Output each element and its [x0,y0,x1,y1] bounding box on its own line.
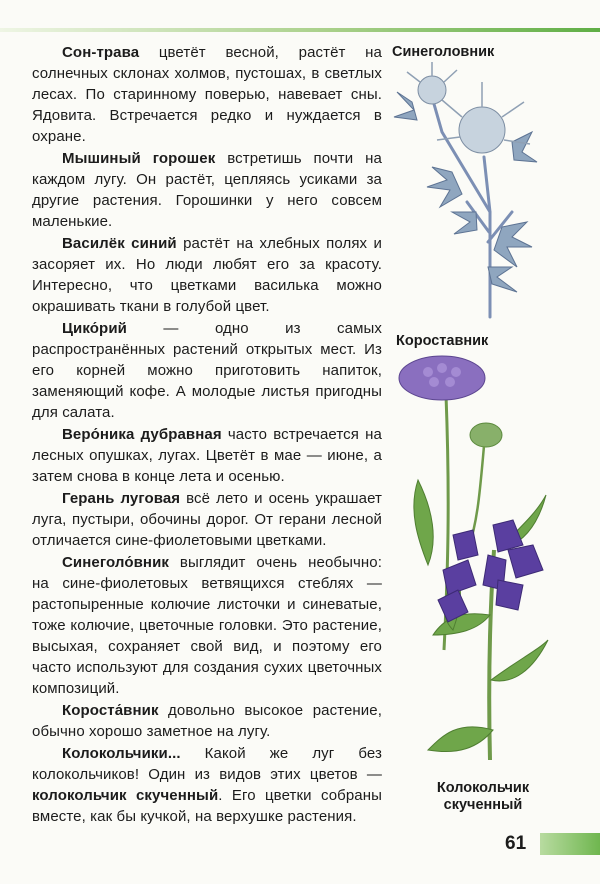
text-veronika: часто встречается на лесных опушках, лугах. Цветёт в мае — июне, а затем снова в конце лета и осенью. [32,426,382,485]
page-number: 61 [505,833,527,854]
paragraph-cikoriy [32,318,382,423]
sinegolovnik-head-large [459,107,505,153]
term-cikoriy: Цико́рий [62,320,127,337]
term-vasilek: Василёк синий [62,235,177,252]
korostavnik-bud [470,423,502,447]
term-korostavnik: Короста́вник [62,702,159,719]
text-cikoriy: — одно из самых распространённых растений открытых мест. Из его корней можно приготовить напиток, заменяющий кофе. А молодые листья пригодны для салата. [32,320,382,421]
paragraph-korostavnik [32,700,382,742]
paragraph-kolokolchiki [32,743,382,827]
term-geran: Герань луговая [62,490,181,507]
text-geran: всё лето и осень украшает луга, пустыри, обочины дорог. От герани лесной отличается сине-фиолетовыми цветками. [32,490,382,549]
label-korostavnik: Короставник [396,333,489,349]
paragraph-geran [32,488,382,551]
top-rule [0,28,600,32]
term-kolokolchiki: Колокольчики... [62,745,181,762]
text-kolokolchiki: Какой же луг без колокольчиков! Один из видов этих цветов — [32,745,382,783]
korostavnik-kolokolchik-illustration [398,350,558,780]
label-kolokolchik: Колокольчик скученный [436,780,530,813]
paragraph-sinegolovnik [32,552,382,699]
text-myshiny-goroshek: встретишь почти на каждом лугу. Он растёт, цепляясь усиками за другие растения. Горошинки у него совсем маленькие. [32,150,382,230]
term-myshiny-goroshek: Мышиный горошек [62,150,216,167]
term-veronika: Веро́ника дубравная [62,426,222,443]
paragraph-vasilek [32,233,382,317]
term-sinegolovnik: Синеголо́вник [62,554,169,571]
text-sinegolovnik: выглядит очень необычно: на сине-фиолетовых ветвящихся стеблях — растопыренные колючие листочки и синеватые, тоже колючие, цветочные головки. Это растение, высыхая, сохраняет свой вид, и поэтому его часто используют для создания сухих цветочных композиций. [32,554,382,697]
page-footer-bar [540,833,600,855]
text-korostavnik: довольно высокое растение, обычно хорошо заметное на лугу. [32,702,382,740]
text-column [32,42,382,828]
paragraph-son-trava [32,42,382,147]
term-kolokolchik-skuchenny: колокольчик скученный [32,787,219,804]
sinegolovnik-illustration [392,62,542,327]
paragraph-myshiny-goroshek [32,148,382,232]
sinegolovnik-head-small [418,76,446,104]
text-vasilek: растёт на хлебных полях и засоряет их. Но люди любят его за красоту. Интересно, что цветками василька можно окрашивать ткани в голубой цвет. [32,235,382,315]
text-son-trava: цветёт весной, растёт на солнечных склонах холмов, пустошах, в светлых лесах. По старинному поверью, навевает сны. Ядовита. Встречается редко и нуждается в охране. [32,44,382,145]
label-sinegolovnik: Синеголовник [392,44,495,60]
text-kolokolchik-tail: . Его цветки собраны вместе, как бы кучкой, на верхушке растения. [32,787,382,825]
paragraph-veronika [32,424,382,487]
term-son-trava: Сон-трава [62,44,140,61]
korostavnik-head [399,356,485,400]
